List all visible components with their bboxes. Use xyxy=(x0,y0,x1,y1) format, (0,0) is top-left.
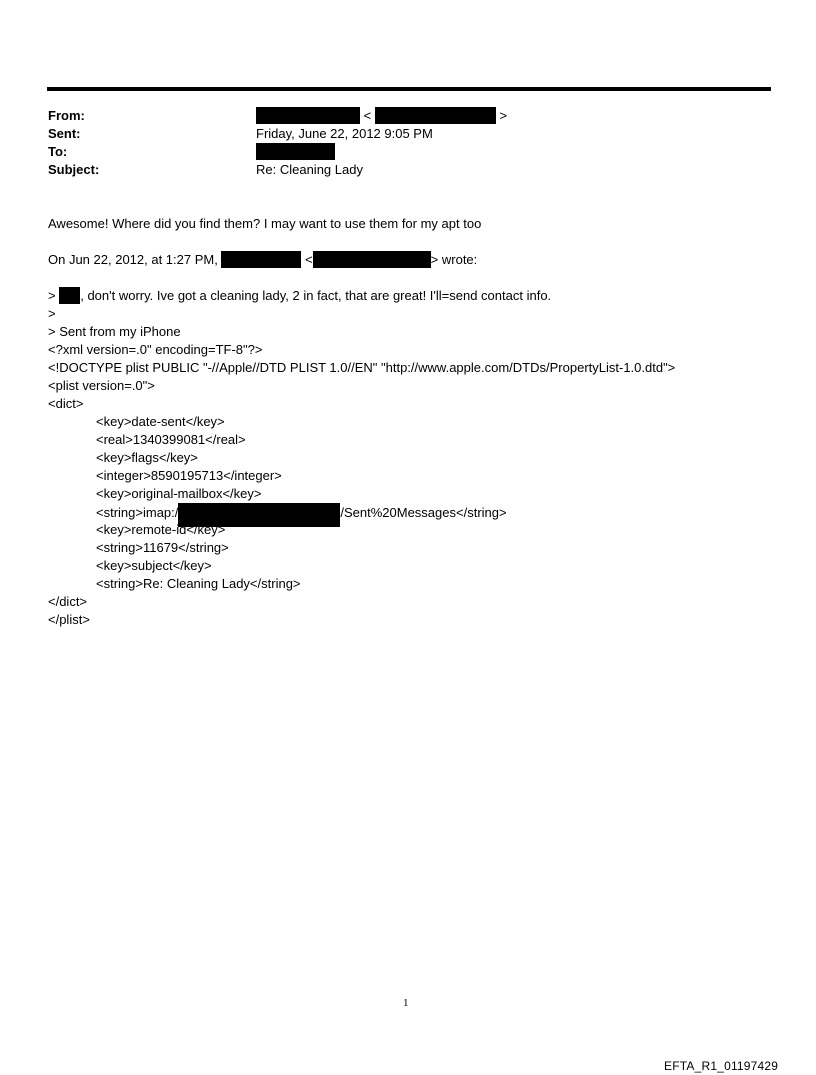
doctype-line: <!DOCTYPE plist PUBLIC "-//Apple//DTD PLIST 1.0//EN" "http://www.apple.com/DTDs/PropertyList-1.0.dtd"> xyxy=(48,360,676,375)
value-subject: <string>Re: Cleaning Lady</string> xyxy=(96,576,301,591)
key-subject: <key>subject</key> xyxy=(96,558,212,573)
to-value xyxy=(256,143,335,161)
value-date-sent: <real>1340399081</real> xyxy=(96,432,246,447)
from-label: From: xyxy=(48,108,85,123)
key-flags: <key>flags</key> xyxy=(96,450,198,465)
to-label: To: xyxy=(48,144,68,159)
sent-label: Sent: xyxy=(48,126,81,141)
plist-open: <plist version=.0"> xyxy=(48,378,155,393)
value-remote-id: <string>11679</string> xyxy=(96,540,229,555)
redaction-bar xyxy=(256,107,360,124)
dict-close: </dict> xyxy=(48,594,88,609)
key-remote-id: <key>remote-id</key> xyxy=(96,522,226,537)
quote-intro xyxy=(48,251,477,269)
redaction-bar xyxy=(221,251,301,268)
xml-declaration: <?xml version=.0" encoding=TF-8"?> xyxy=(48,342,263,357)
mailbox-end: /Sent%20Messages</string> xyxy=(340,505,507,520)
key-date-sent: <key>date-sent</key> xyxy=(96,414,225,429)
subject-label: Subject: xyxy=(48,162,100,177)
redaction-bar xyxy=(313,251,431,268)
redaction-bar xyxy=(375,107,496,124)
key-original-mailbox: <key>original-mailbox</key> xyxy=(96,486,262,501)
mailbox-start: <string>imap:/ xyxy=(96,505,179,520)
dict-open: <dict> xyxy=(48,396,84,411)
document-id: EFTA_R1_01197429 xyxy=(664,1059,779,1073)
plist-close: </plist> xyxy=(48,612,90,627)
subject-value: Re: Cleaning Lady xyxy=(256,162,363,177)
quote-intro-start: On Jun 22, 2012, at 1:27 PM, xyxy=(48,252,222,267)
top-rule xyxy=(47,87,771,91)
sent-value: Friday, June 22, 2012 9:05 PM xyxy=(256,126,433,141)
value-flags: <integer>8590195713</integer> xyxy=(96,468,282,483)
page-number: 1 xyxy=(403,997,409,1009)
quoted-text: , don't worry. Ive got a cleaning lady, 2 in fact, that are great! I'll=send contact info. xyxy=(80,288,552,303)
quote-intro-lt: < xyxy=(301,252,313,267)
from-value xyxy=(256,107,507,125)
signature: > Sent from my iPhone xyxy=(48,324,181,339)
from-lt: < xyxy=(363,108,372,123)
reply-text: Awesome! Where did you find them? I may want to use them for my apt too xyxy=(48,216,482,231)
redaction-bar xyxy=(59,287,80,304)
quoted-line xyxy=(48,287,551,305)
quote-intro-end: > wrote: xyxy=(430,252,478,267)
quoted-blank: > xyxy=(48,306,56,321)
from-gt: > xyxy=(499,108,508,123)
quote-marker: > xyxy=(48,288,60,303)
redaction-bar xyxy=(256,143,335,160)
